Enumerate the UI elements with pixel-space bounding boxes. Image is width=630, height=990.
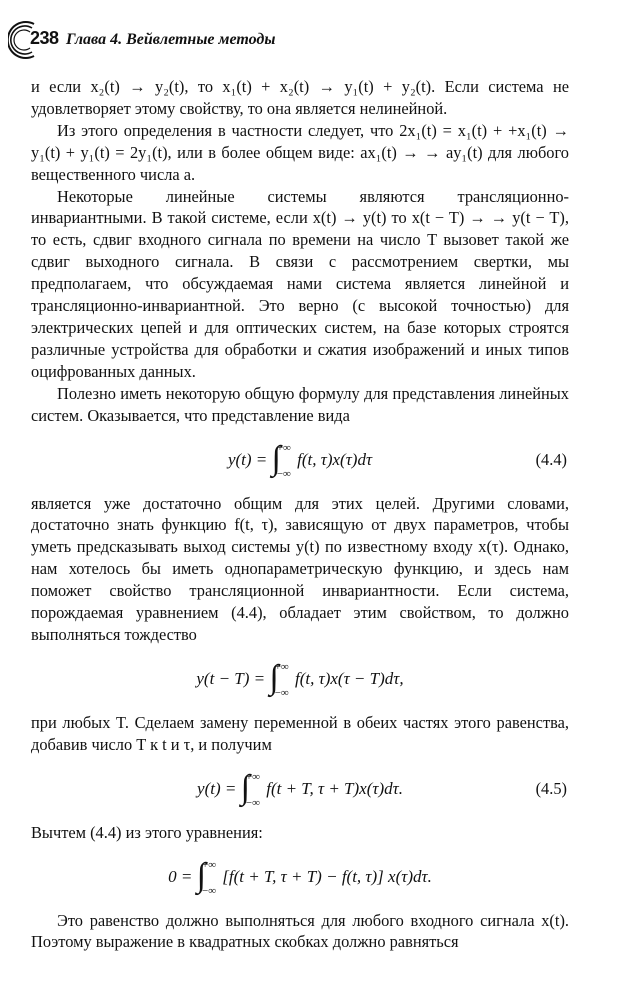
lower-limit: −∞	[274, 686, 289, 699]
lower-limit: −∞	[245, 796, 260, 809]
formula-4-5	[31, 760, 569, 818]
integral-sign: ∫	[240, 768, 250, 806]
formula-difference	[31, 848, 569, 906]
integral-sign: ∫	[269, 658, 279, 696]
formula-rhs: f(t, τ)x(τ − T)dτ,	[295, 668, 404, 688]
paragraph: Полезно иметь некоторую общую формулу для представления линейных систем. Оказывается, что представление вида	[31, 383, 569, 425]
formula-rhs: f(t + T, τ + T)x(τ)dτ.	[266, 778, 403, 798]
paragraph: Некоторые линейные системы являются трансляционно-инвариантными. В такой системе, если x(t) → y(t) то x(t − T) → → y(t − T), то есть, сдвиг входного сигнала по времени на число T вызовет такой же сдвиг выходного сигнала. В связи с рассмотрением свертки, мы предполагаем, что обсуждаемая нами система является линейной и трансляционно-инвариантной. Это верно (с высокой точностью) для электрических цепей и для оптических систем, на базе которых строятся различные устройства для обработки и сжатия изображений и иных типов оцифрованных данных.	[31, 186, 569, 381]
formula-lhs: 0 =	[168, 866, 193, 886]
page-header	[8, 20, 608, 60]
paragraph: при любых T. Сделаем замену переменной в обеих частях этого равенства, добавив число T к t и τ, и получим	[31, 712, 569, 754]
lower-limit: −∞	[201, 884, 217, 897]
formula-lhs: y(t) =	[197, 778, 237, 798]
formula-lhs: y(t − T) =	[196, 668, 266, 688]
formula-lhs: y(t) =	[227, 449, 268, 469]
paragraph: Это равенство должно выполняться для любого входного сигнала x(t). Поэтому выражение в квадратных скобках должно равняться	[31, 910, 569, 952]
paragraph: Из этого определения в частности следует, что 2x₁(t) = x₁(t) + +x₁(t) → y₁(t) + y₁(t) = 2y₁(t), или в более общем виде: ax₁(t) → → ay₁(t) для любого вещественного числа a.	[31, 120, 569, 184]
formula-rhs: f(t, τ)x(τ)dτ	[297, 449, 373, 469]
upper-limit: +∞	[245, 770, 260, 783]
integral-sign: ∫	[196, 856, 206, 894]
paragraph: и если x₂(t) → y₂(t), то x₁(t) + x₂(t) → y₁(t) + y₂(t). Если система не удовлетворяет этому свойству, то она является нелинейной.	[31, 77, 569, 118]
formula-identity	[31, 650, 569, 708]
upper-limit: +∞	[276, 441, 291, 454]
page-number: 238	[30, 28, 59, 48]
integral-sign: ∫	[271, 439, 281, 477]
upper-limit: +∞	[274, 660, 289, 673]
equation-number: (4.5)	[535, 778, 567, 798]
chapter-title: Глава 4. Вейвлетные методы	[66, 31, 276, 48]
formula-rhs: [f(t + T, τ + T) − f(t, τ)] x(τ)dτ.	[222, 866, 432, 886]
upper-limit: +∞	[201, 858, 217, 871]
lower-limit: −∞	[276, 467, 291, 480]
formula-4-4	[31, 431, 569, 489]
body-text	[31, 76, 569, 953]
page-number-badge	[8, 20, 58, 60]
equation-number: (4.4)	[535, 449, 567, 469]
paragraph: является уже достаточно общим для этих целей. Другими словами, достаточно знать функцию f(t, τ), зависящую от двух параметров, чтобы уметь предсказывать выход системы y(t) по известному входу x(τ). Однако, нам хотелось бы иметь однопараметрическую функцию, и здесь нам поможет свойство трансляционной инвариантности. Если система, порождаемая уравнением (4.4), обладает этим свойством, то должно выполняться тождество	[31, 493, 569, 644]
paragraph: Вычтем (4.4) из этого уравнения:	[31, 822, 263, 842]
